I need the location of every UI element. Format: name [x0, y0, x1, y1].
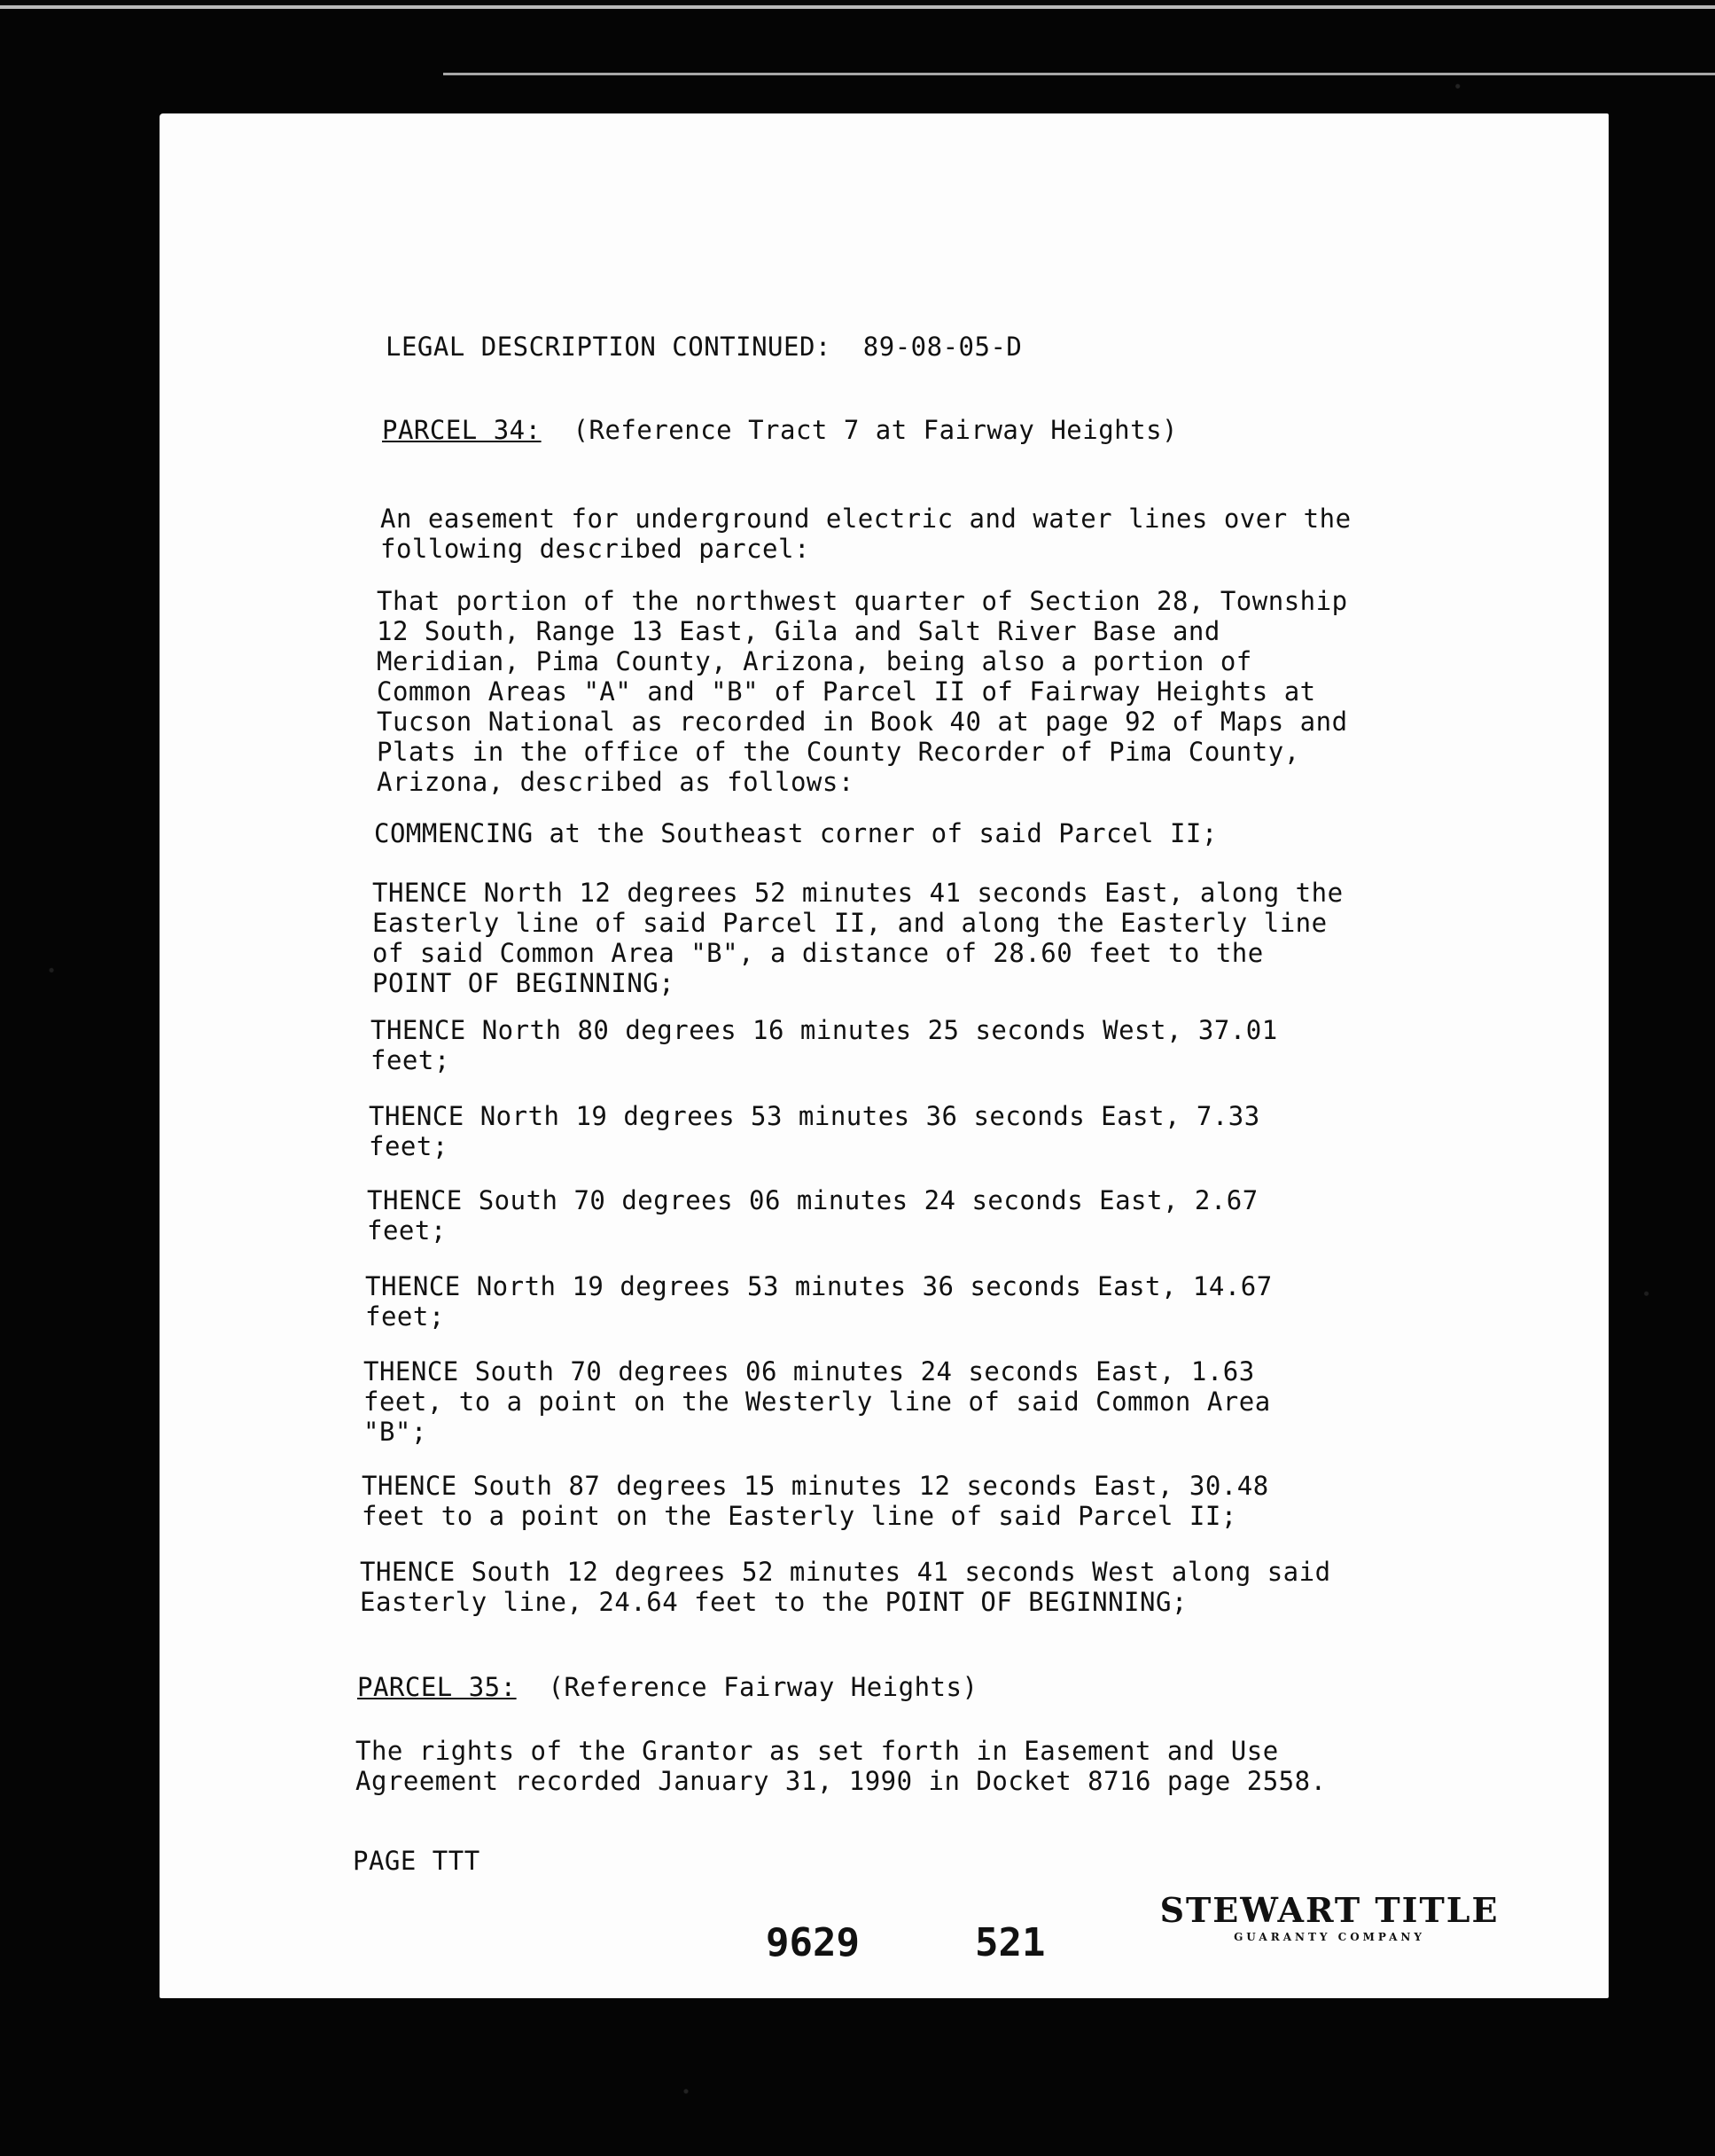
parcel-34-description-line: Meridian, Pima County, Arizona, being also a portion of — [377, 646, 1252, 676]
parcel-35-reference: (Reference Fairway Heights) — [548, 1672, 978, 1702]
parcel-34-description-line: Common Areas "A" and "B" of Parcel II of Fairway Heights at — [377, 676, 1316, 707]
commencing-line: COMMENCING at the Southeast corner of said Parcel II; — [374, 818, 1218, 848]
course-line: THENCE South 70 degrees 06 minutes 24 seconds East, 2.67 — [367, 1185, 1259, 1215]
course-line: feet; — [369, 1131, 448, 1161]
course-line: THENCE South 12 degrees 52 minutes 41 seconds West along said — [360, 1557, 1331, 1587]
parcel-35-text-line: Agreement recorded January 31, 1990 in Docket 8716 page 2558. — [355, 1766, 1327, 1796]
parcel-34-description-line: Arizona, described as follows: — [377, 767, 854, 797]
parcel-34-label: PARCEL 34: — [382, 415, 542, 445]
course-line: THENCE South 87 degrees 15 minutes 12 seconds East, 30.48 — [362, 1471, 1269, 1501]
course-line: Easterly line, 24.64 feet to the POINT OF BEGINNING; — [360, 1587, 1188, 1617]
parcel-34-description-line: That portion of the northwest quarter of Section 28, Township — [377, 586, 1348, 616]
parcel-34-heading — [382, 415, 1178, 445]
scan-edge-line — [443, 73, 1715, 75]
course-line: THENCE South 70 degrees 06 minutes 24 seconds East, 1.63 — [363, 1356, 1255, 1387]
document-body — [160, 113, 1609, 1998]
course-line: feet; — [370, 1045, 450, 1075]
course-line: feet; — [367, 1215, 447, 1246]
parcel-34-description-line: Tucson National as recorded in Book 40 at page 92 of Maps and — [377, 707, 1348, 737]
parcel-34-description-line: 12 South, Range 13 East, Gila and Salt River Base and — [377, 616, 1220, 646]
course-line: of said Common Area "B", a distance of 28.60 feet to the — [372, 938, 1264, 968]
course-line: THENCE North 19 degrees 53 minutes 36 seconds East, 7.33 — [369, 1101, 1260, 1131]
course-line: feet, to a point on the Westerly line of said Common Area — [363, 1387, 1271, 1417]
parcel-34-description-line: Plats in the office of the County Recorder of Pima County, — [377, 737, 1300, 767]
parcel-35-heading — [357, 1672, 978, 1702]
document-page — [160, 113, 1609, 1998]
parcel-34-intro-line: An easement for underground electric and water lines over the — [380, 504, 1352, 534]
parcel-35-text-line: The rights of the Grantor as set forth in Easement and Use — [355, 1736, 1279, 1766]
course-line: Easterly line of said Parcel II, and along the Easterly line — [372, 908, 1328, 938]
parcel-34-reference: (Reference Tract 7 at Fairway Heights) — [573, 415, 1178, 445]
document-title: LEGAL DESCRIPTION CONTINUED: 89-08-05-D — [386, 332, 1023, 362]
stamp-company-name: STEWART TITLE — [1159, 1890, 1500, 1930]
scan-edge-line — [0, 5, 1715, 9]
course-line: POINT OF BEGINNING; — [372, 968, 675, 998]
course-line: THENCE North 80 degrees 16 minutes 25 seconds West, 37.01 — [370, 1015, 1278, 1045]
docket-number: 9629 — [766, 1920, 860, 1965]
page-number: PAGE TTT — [353, 1846, 480, 1876]
course-line: THENCE North 12 degrees 52 minutes 41 seconds East, along the — [372, 878, 1344, 908]
course-line: "B"; — [363, 1417, 427, 1447]
stamp-company-subtitle: GUARANTY COMPANY — [1234, 1931, 1425, 1943]
docket-page: 521 — [975, 1920, 1046, 1965]
course-line: THENCE North 19 degrees 53 minutes 36 seconds East, 14.67 — [365, 1271, 1273, 1301]
stewart-title-stamp — [1152, 1892, 1507, 1945]
course-line: feet; — [365, 1301, 445, 1332]
parcel-35-label: PARCEL 35: — [357, 1672, 517, 1702]
course-line: feet to a point on the Easterly line of said Parcel II; — [362, 1501, 1237, 1531]
parcel-34-intro-line: following described parcel: — [380, 534, 810, 564]
